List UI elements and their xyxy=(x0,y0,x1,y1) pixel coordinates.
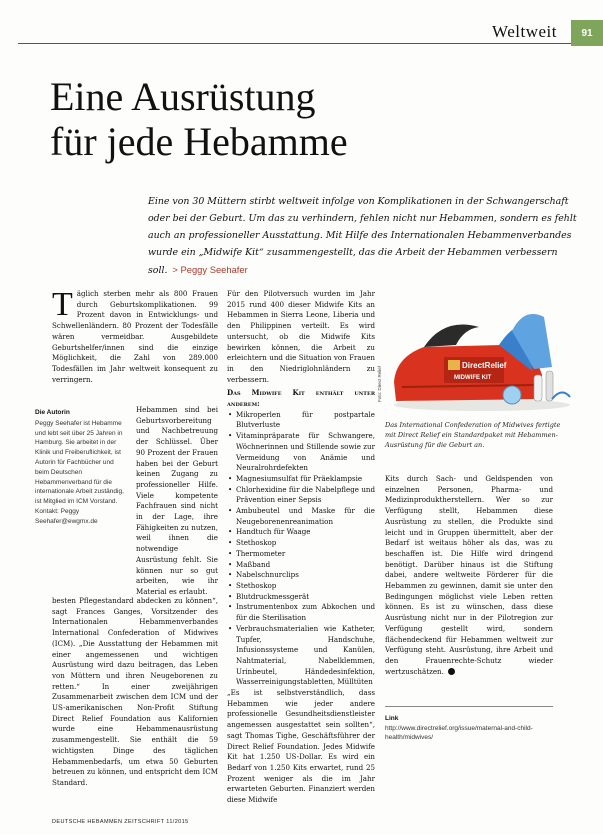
author-sidebar xyxy=(35,408,129,527)
column-1-bottom-text: besten Pflegestandard abdecken zu können“, sagt Frances Ganges, Vorsitzender des Internationalen Hebammenverbandes International Confederation of Midwives (ICM). „Die Ausstattung der Hebammen mit einer angemessenen und wichtigen Ausrüstung wird dazu beitragen, das Leben von Müttern und ihren Neugeborenen zu retten.“ In einer zweijährigen Zusammenarbeit zwischen dem ICM und der US-amerikanischen Non-Profit Stiftung Direct Relief Foundation aus Kalifornien wurde eine Hebammenausrüstung zusammengestellt. Sie enthält die 59 wichtigsten Dinge des täglichen Hebammenbedarfs, um etwa 50 Geburten betreuen zu können, und entspricht dem ICM Standard. xyxy=(52,596,218,787)
kit-list-item: • Handtuch für Waage xyxy=(227,527,375,538)
sidebar-title: Die Autorin xyxy=(35,409,70,416)
midwife-kit-photo xyxy=(384,287,572,414)
kit-list-item: • Verbrauchsmaterialien wie Katheter, Tupfer, Handschuhe, Infusionssysteme und Kanülen, Nahtmaterial, Nabelklemmen, Urinbeutel, Händedesinfektion, Wasserreinigungstabletten, Mülltüten xyxy=(227,624,375,688)
kit-list-item: • Magnesiumsulfat für Präeklampsie xyxy=(227,474,375,485)
column-1-top-text: äglich sterben mehr als 800 Frauen durch Geburtskomplikationen. 99 Prozent davon in Entwicklungs- und Schwellenländern. 80 Prozent der Todesfälle wären vermeidbar. Ausgebildete Geburtshelfer/innen sind die einzige Möglichkeit, die Zahl von 289.000 Todesfällen im Jahr weltweit konsequent zu verringern. xyxy=(52,289,218,384)
column-1-narrow xyxy=(136,405,218,598)
kit-list-item: • Thermometer xyxy=(227,549,375,560)
drop-cap: T xyxy=(52,286,73,323)
photo-kit-label: MIDWIFE KIT xyxy=(454,375,492,381)
article-title xyxy=(50,74,570,164)
column-1-top xyxy=(52,286,218,385)
column-1-bottom xyxy=(52,596,218,789)
kit-list-item: • Ambubeutel und Maske für die Neugeborenenreanimation xyxy=(227,506,375,527)
link-url[interactable]: http://www.directrelief.org/issue/maternal-and-child-health/midwives/ xyxy=(385,724,533,741)
column-3 xyxy=(385,474,553,677)
page-number-tab xyxy=(571,20,603,46)
kit-list-item: • Maßband xyxy=(227,560,375,571)
column-1-narrow-text: Hebammen sind bei Geburtsvorbereitung und Nachbetreuung der Schlüssel. Über 90 Prozent der Frauen haben bei der Geburt keinen Zugang zu professioneller Hilfe. Viele kompetente Fachfrauen sind nicht in der Lage, ihre Fähigkeiten zu nutzen, weil ihnen die notwendige Ausrüstung fehlt. Sie können nur so gut arbeiten, wie ihr Material es erlaubt. xyxy=(136,405,218,596)
page-footer: DEUTSCHE HEBAMMEN ZEITSCHRIFT 11/2015 xyxy=(52,819,189,825)
kit-list-item: • Stethoskop xyxy=(227,538,375,549)
end-mark-icon xyxy=(448,668,455,675)
header-rule xyxy=(18,43,571,44)
kit-list-item: • Nabelschnurclips xyxy=(227,570,375,581)
kit-list-title: Das Midwife Kit enthält unter anderem: xyxy=(227,388,375,409)
column-2-intro: Für den Pilotversuch wurden im Jahr 2015 rund 400 dieser Midwife Kits an Hebammen in Sierra Leone, Liberia und den Philippinen verteilt. Es wird untersucht, ob die Midwife Kits bewirken können, die Arbeit zu erleichtern und die Situation von Frauen in den Niedriglohnländern zu verbessern. xyxy=(227,289,375,384)
kit-list-item: • Blutdruckmessgerät xyxy=(227,592,375,603)
kit-list-item: • Vitaminpräparate für Schwangere, Wöchnerinnen und Stillende sowie zur Vermeidung von Anämie und Neuralrohrdefekten xyxy=(227,431,375,474)
page-number: 91 xyxy=(581,27,593,39)
lead-text: Eine von 30 Müttern stirbt weltweit infolge von Komplikationen in der Schwangerschaft oder bei der Geburt. Um das zu verhindern, fehlen nicht nur Hebammen, sondern es fehlt auch an professioneller Ausstattung. Mit Hilfe des Internationalen Hebammenverbandes wurde ein „Midwife Kit“ zusammengestellt, das die Arbeit der Hebammen verbessern soll. xyxy=(148,196,577,276)
section-label: Weltweit xyxy=(492,22,557,41)
photo-credit: Foto: Direct Relief xyxy=(377,365,382,402)
title-line-2: für jede Hebamme xyxy=(50,119,348,164)
column-2-outro: „Es ist selbstverständlich, dass Hebammen wie jeder andere professionelle Gesundheitsdienstleister angemessen ausgestattet sein sollten“, sagt Thomas Tighe, Geschäftsführer der Direct Relief Foundation. Jedes Midwife Kit hat 1.250 US-Dollar. Es wird ein Bedarf von 1.250 Kits erwartet, rund 25 Prozent weniger als die im Jahr erwarteten Geburten. Finanziert werden diese Midwife xyxy=(227,688,375,805)
article-lead xyxy=(148,193,578,279)
link-rule xyxy=(385,706,553,707)
link-label: Link xyxy=(385,715,399,722)
kit-list-item: • Chlorhexidine für die Nabelpflege und Prävention einer Sepsis xyxy=(227,485,375,506)
column-3-text: Kits durch Sach- und Geldspenden von einzelnen Personen, Pharma- und Medizinproduktherstellern. Wer so zur Verfügung stellt, Hebammen diese Ausrüstung zu stellen, die Produkte sind leicht und in Gruppen übermittelt, aber der Bedarf ist weitaus höher als das, was zu beschaffen ist. Die Hilfe wird dringend benötigt. Darüber hinaus ist die Stiftung dabei, andere weltweite Förderer für die Hebammen zu gewinnen, damit sie unter den Bedingungen möglichst viele Leben retten können. Es ist zu wünschen, dass diese Ausrüstung nicht nur in der Pilotregion zur Verfügung gestellt wird, sondern flächendeckend für Hebammen weltweit zur Verfügung steht. Ausrüstung, ihre Arbeit und den Frauenrechte-Schutz wieder wertzuschätzen. xyxy=(385,474,553,676)
kit-list-item: • Mikroperlen für postpartale Blutverluste xyxy=(227,410,375,431)
kit-list-item: • Stethoskop xyxy=(227,581,375,592)
sidebar-text: Peggy Seehafer ist Hebamme und lebt seit über 25 Jahren in Hamburg. Sie arbeitet in der Klinik und Freiberuflichkeit, ist Autorin für Fachbücher und beim Deutschen Hebammenverband für die internationale Arbeit zuständig, ist Mitglied im ICM Vorstand. Kontakt: Peggy Seehafer@ewgmx.de xyxy=(35,419,124,525)
link-block xyxy=(385,714,555,743)
photo-brand-text: DirectRelief xyxy=(462,361,507,370)
kit-list-item: • Instrumentenbox zum Abkochen und für die Sterilisation xyxy=(227,602,375,623)
title-line-1: Eine Ausrüstung xyxy=(50,74,316,119)
author-byline[interactable]: > Peggy Seehafer xyxy=(172,264,248,275)
photo-caption: Das International Confederation of Midwives fertigte mit Direct Relief ein Standardpaket mit Hebammen-Ausrüstung für die Geburt an. xyxy=(385,421,561,449)
kit-list xyxy=(227,410,375,688)
column-2 xyxy=(227,289,375,806)
